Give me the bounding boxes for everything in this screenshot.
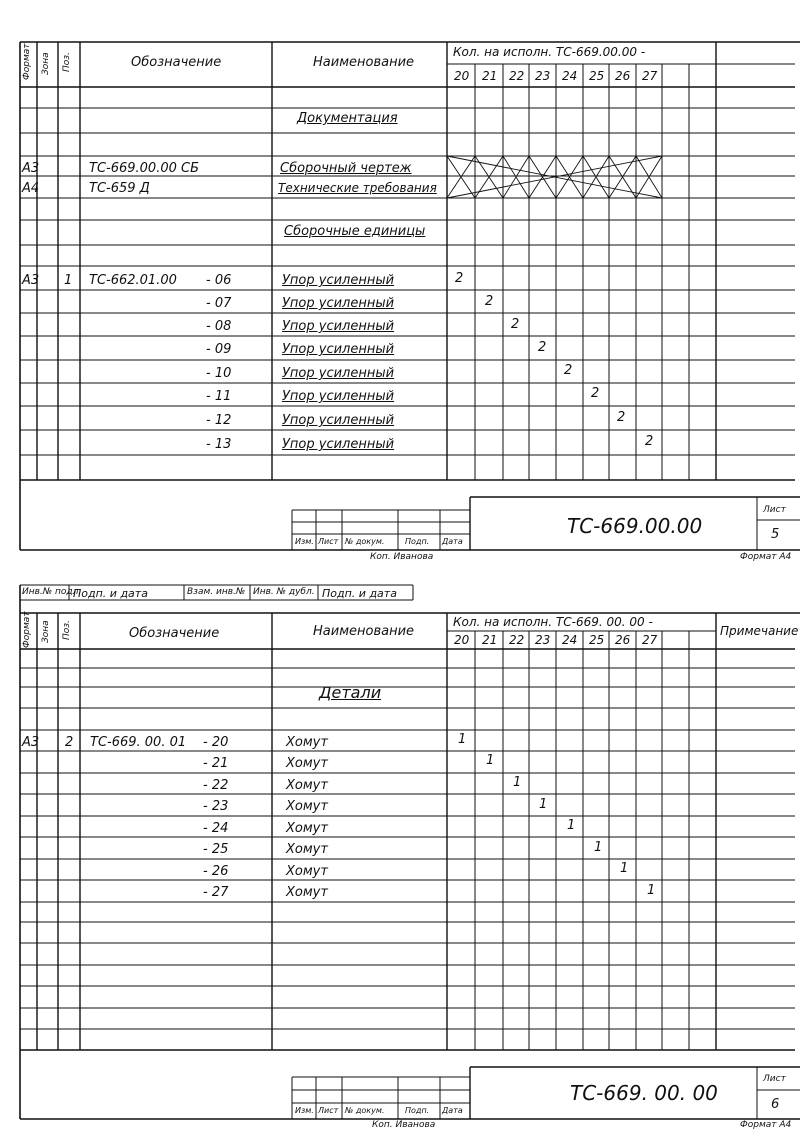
sheet-label: Лист bbox=[763, 1074, 786, 1084]
exec-col-24: 24 bbox=[562, 633, 578, 647]
stamp-list-label: Лист bbox=[318, 1106, 339, 1115]
part-row-qty: 1 bbox=[594, 840, 603, 855]
part-row-qty: 1 bbox=[647, 883, 656, 898]
unit-row-qty: 2 bbox=[455, 271, 464, 286]
designation-column-header: Обозначение bbox=[129, 626, 220, 641]
quantity-per-execution-header: Кол. на исполн. ТС-669. 00. 00 - bbox=[453, 615, 653, 629]
unit-row-suffix: - 08 bbox=[206, 319, 232, 334]
unit-row-name: Упор усиленный bbox=[282, 389, 395, 404]
part-row-name: Хомут bbox=[286, 778, 328, 793]
unit-row-suffix: - 07 bbox=[206, 296, 232, 311]
unit-row-designation: ТС-662.01.00 bbox=[89, 273, 177, 288]
pos-column-header: Поз. bbox=[62, 620, 72, 640]
unit-row-name: Упор усиленный bbox=[282, 319, 395, 334]
part-row-suffix: - 26 bbox=[203, 864, 229, 879]
unit-row-name: Упор усиленный bbox=[282, 437, 395, 452]
exec-col-27: 27 bbox=[642, 633, 658, 647]
unit-row-pos: 1 bbox=[64, 273, 73, 288]
unit-row-name: Упор усиленный bbox=[282, 342, 395, 357]
doc-row-format: А3 bbox=[22, 161, 40, 176]
exec-col-22: 22 bbox=[509, 69, 525, 83]
unit-row-qty: 2 bbox=[591, 386, 600, 401]
unit-row-name: Упор усиленный bbox=[282, 366, 395, 381]
unit-row-name: Упор усиленный bbox=[282, 296, 395, 311]
stamp-doc-label: № докум. bbox=[345, 1106, 385, 1115]
part-row-name: Хомут bbox=[286, 885, 328, 900]
exec-col-22: 22 bbox=[509, 633, 525, 647]
exec-col-24: 24 bbox=[562, 69, 578, 83]
stamp-izm-label: Изм. bbox=[295, 537, 314, 546]
sheet-number: 6 bbox=[771, 1097, 780, 1112]
stamp-sign-date-2: Подп. и дата bbox=[322, 587, 397, 600]
zone-column-header: Зона bbox=[41, 52, 51, 75]
part-row-name: Хомут bbox=[286, 864, 328, 879]
exec-col-26: 26 bbox=[615, 633, 631, 647]
pos-column-header: Поз. bbox=[62, 52, 72, 72]
part-row-name: Хомут bbox=[286, 735, 328, 750]
exec-col-27: 27 bbox=[642, 69, 658, 83]
stamp-doc-label: № докум. bbox=[345, 537, 385, 546]
part-row-suffix: - 27 bbox=[203, 885, 229, 900]
unit-row-suffix: - 11 bbox=[206, 389, 232, 404]
part-row-suffix: - 24 bbox=[203, 821, 229, 836]
unit-row-qty: 2 bbox=[485, 294, 494, 309]
part-row-qty: 1 bbox=[539, 797, 548, 812]
part-row-suffix: - 22 bbox=[203, 778, 229, 793]
unit-row-qty: 2 bbox=[511, 317, 520, 332]
stamp-date-label: Дата bbox=[442, 537, 463, 546]
stamp-inv-original: Инв.№ подл. bbox=[22, 587, 82, 597]
note-column-header: Примечание bbox=[720, 624, 799, 638]
zone-column-header: Зона bbox=[41, 620, 51, 643]
part-row-qty: 1 bbox=[620, 861, 629, 876]
unit-row-suffix: - 06 bbox=[206, 273, 232, 288]
section-heading-parts: Детали bbox=[319, 683, 382, 702]
part-row-name: Хомут bbox=[286, 842, 328, 857]
sheet-label: Лист bbox=[763, 505, 786, 515]
exec-col-25: 25 bbox=[589, 633, 605, 647]
quantity-per-execution-header: Кол. на исполн. ТС-669.00.00 - bbox=[453, 45, 646, 59]
unit-row-suffix: - 12 bbox=[206, 413, 232, 428]
part-row-suffix: - 23 bbox=[203, 799, 229, 814]
doc-row-name: Технические требования bbox=[278, 181, 437, 195]
stamp-replacement-inv: Взам. инв.№ bbox=[187, 587, 246, 597]
unit-row-name: Упор усиленный bbox=[282, 273, 395, 288]
document-code: ТС-669. 00. 00 bbox=[570, 1081, 718, 1105]
paper-format: Формат А4 bbox=[740, 552, 792, 562]
sheet-number: 5 bbox=[771, 527, 780, 542]
unit-row-suffix: - 13 bbox=[206, 437, 232, 452]
paper-format: Формат А4 bbox=[740, 1120, 792, 1130]
sheet-2-grid bbox=[0, 570, 800, 1132]
exec-col-20: 20 bbox=[454, 633, 470, 647]
part-row-qty: 1 bbox=[567, 818, 576, 833]
doc-row-designation: ТС-669.00.00 СБ bbox=[89, 161, 199, 176]
part-row-suffix: - 20 bbox=[203, 735, 229, 750]
exec-col-21: 21 bbox=[482, 69, 498, 83]
stamp-sign-label: Подп. bbox=[405, 537, 430, 546]
designation-column-header: Обозначение bbox=[131, 55, 222, 70]
copied-by: Коп. Иванова bbox=[372, 1120, 436, 1130]
part-row-name: Хомут bbox=[286, 756, 328, 771]
unit-row-qty: 2 bbox=[645, 434, 654, 449]
stamp-duplicate-inv: Инв. № дубл. bbox=[253, 587, 315, 597]
part-row-name: Хомут bbox=[286, 821, 328, 836]
part-row-designation: ТС-669. 00. 01 bbox=[90, 735, 187, 750]
unit-row-qty: 2 bbox=[617, 410, 626, 425]
doc-row-format: А4 bbox=[22, 181, 40, 196]
section-heading-documentation: Документация bbox=[297, 111, 398, 126]
section-heading-assembly-units: Сборочные единицы bbox=[284, 224, 426, 239]
stamp-sign-date: Подп. и дата bbox=[73, 587, 148, 600]
stamp-sign-label: Подп. bbox=[405, 1106, 430, 1115]
stamp-list-label: Лист bbox=[318, 537, 339, 546]
part-row-suffix: - 25 bbox=[203, 842, 229, 857]
unit-row-qty: 2 bbox=[538, 340, 547, 355]
part-row-pos: 2 bbox=[65, 735, 74, 750]
doc-row-designation: ТС-659 Д bbox=[89, 181, 150, 196]
unit-row-format: А3 bbox=[22, 273, 40, 288]
format-column-header: Формат bbox=[22, 611, 32, 648]
unit-row-qty: 2 bbox=[564, 363, 573, 378]
exec-col-25: 25 bbox=[589, 69, 605, 83]
exec-col-23: 23 bbox=[535, 633, 551, 647]
unit-row-suffix: - 09 bbox=[206, 342, 232, 357]
copied-by: Коп. Иванова bbox=[370, 552, 434, 562]
spec-sheet-6 bbox=[0, 570, 800, 1132]
exec-col-20: 20 bbox=[454, 69, 470, 83]
stamp-date-label: Дата bbox=[442, 1106, 463, 1115]
exec-col-26: 26 bbox=[615, 69, 631, 83]
unit-row-suffix: - 10 bbox=[206, 366, 232, 381]
document-code: ТС-669.00.00 bbox=[567, 514, 703, 538]
format-column-header: Формат bbox=[22, 43, 32, 80]
name-column-header: Наименование bbox=[313, 624, 415, 639]
doc-row-name: Сборочный чертеж bbox=[280, 161, 412, 176]
part-row-qty: 1 bbox=[458, 732, 467, 747]
stamp-izm-label: Изм. bbox=[295, 1106, 314, 1115]
unit-row-name: Упор усиленный bbox=[282, 413, 395, 428]
name-column-header: Наименование bbox=[313, 55, 415, 70]
exec-col-23: 23 bbox=[535, 69, 551, 83]
part-row-suffix: - 21 bbox=[203, 756, 229, 771]
exec-col-21: 21 bbox=[482, 633, 498, 647]
part-row-qty: 1 bbox=[486, 753, 495, 768]
part-row-name: Хомут bbox=[286, 799, 328, 814]
part-row-qty: 1 bbox=[513, 775, 522, 790]
part-row-format: А3 bbox=[22, 735, 40, 750]
